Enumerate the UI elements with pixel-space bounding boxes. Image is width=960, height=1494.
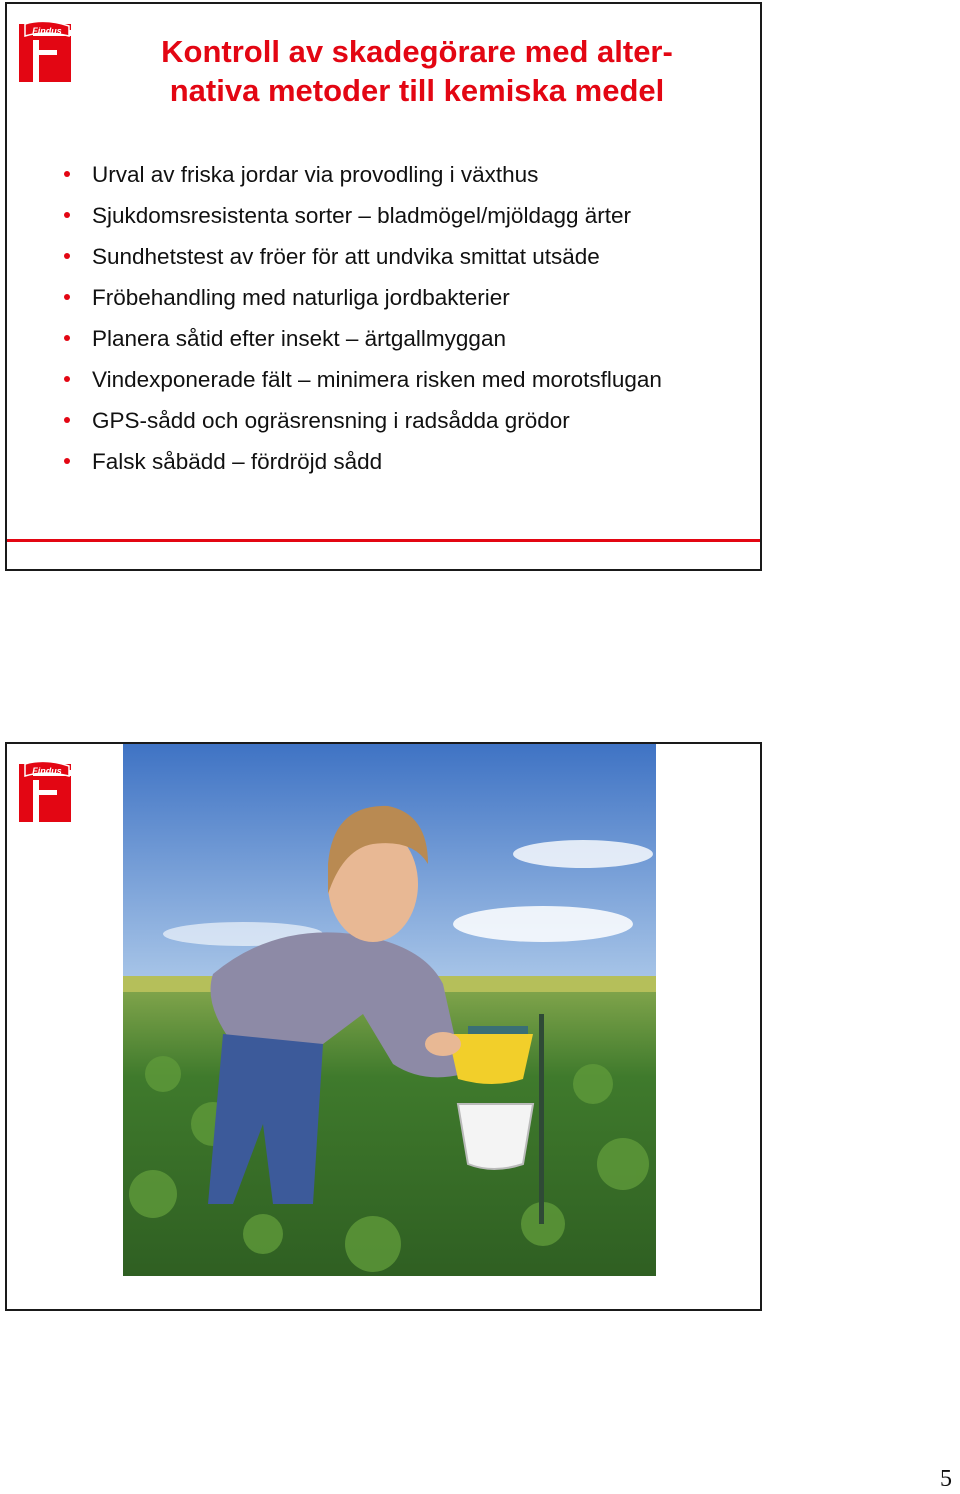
bullet-list [64, 154, 754, 482]
list-item: Sundhetstest av fröer för att undvika smittat utsäde [64, 236, 754, 277]
list-item: Urval av friska jordar via provodling i växthus [64, 154, 754, 195]
bullet-icon [64, 253, 70, 259]
bullet-icon [64, 376, 70, 382]
field-photo [123, 744, 656, 1276]
bullet-icon [64, 212, 70, 218]
page-number: 5 [940, 1466, 952, 1492]
bullet-icon [64, 417, 70, 423]
bullet-icon [64, 458, 70, 464]
logo-text: Findus [32, 26, 62, 36]
findus-logo-icon [19, 20, 71, 82]
footer-divider [7, 539, 760, 542]
list-item: GPS-sådd och ogräsrensning i radsådda grödor [64, 400, 754, 441]
bullet-icon [64, 294, 70, 300]
list-item: Planera såtid efter insekt – ärtgallmyggan [64, 318, 754, 359]
list-item: Vindexponerade fält – minimera risken med morotsflugan [64, 359, 754, 400]
bullet-icon [64, 335, 70, 341]
list-item: Falsk såbädd – fördröjd sådd [64, 441, 754, 482]
slide-1 [5, 2, 762, 571]
slide-title [67, 32, 767, 110]
slide-2 [5, 742, 762, 1311]
findus-logo-icon [19, 760, 71, 822]
title-line-2: nativa metoder till kemiska medel [169, 73, 665, 108]
list-item: Sjukdomsresistenta sorter – bladmögel/mjöldagg ärter [64, 195, 754, 236]
bullet-icon [64, 171, 70, 177]
logo-text: Findus [32, 766, 62, 776]
title-line-1: Kontroll av skadegörare med alter- [161, 34, 673, 69]
list-item: Fröbehandling med naturliga jordbakterier [64, 277, 754, 318]
